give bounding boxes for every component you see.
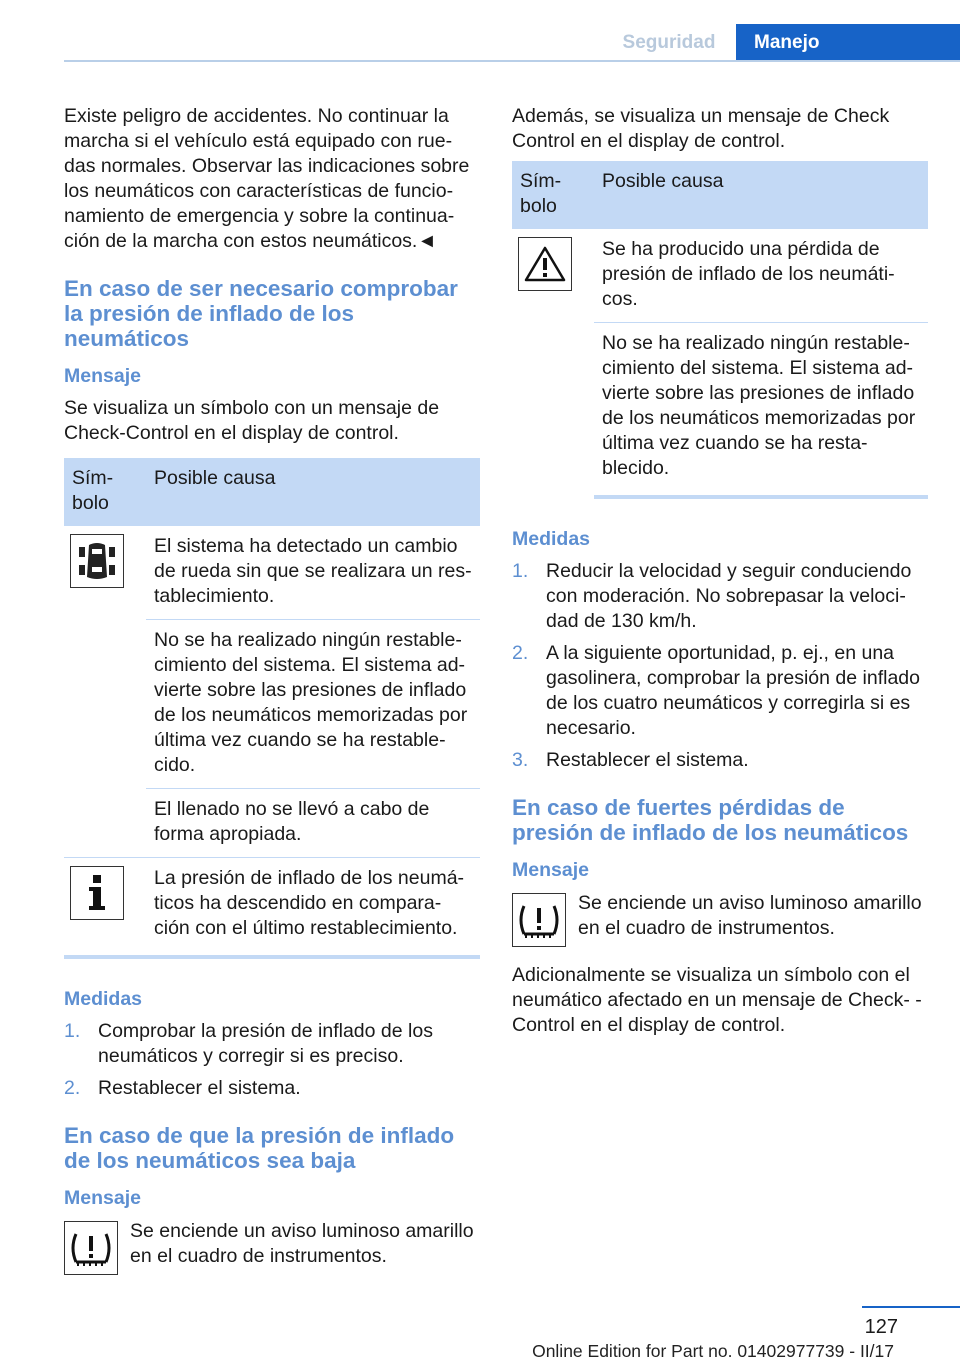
section-title-check-pressure: En caso de ser necesario comprobar la presión de inflado de los neumáticos [64,276,458,351]
column-header-symbol: Sím- bolo [512,161,594,229]
edition-note: Online Edition for Part no. 01402977739 - II/17 [532,1341,894,1361]
tab-seguridad[interactable]: Seguridad [622,32,716,53]
cause-text: No se ha realizado ningún restable- cimiento del sistema. El sistema ad- vierte sobre las presiones de inflado de los neumáticos memorizadas por última vez cuando se ha resta- blecido. [594,323,928,498]
symbol-cause-table [512,161,928,499]
list-item: 2. Restablecer el sistema. [64,1077,301,1099]
mensaje-paragraph: Se visualiza un símbolo con un mensaje de Check-Control en el display de control. [64,397,440,444]
subheading-mensaje: Mensaje [512,859,589,881]
measures-list [512,559,928,773]
left-column [64,104,480,1275]
intro-paragraph: Existe peligro de accidentes. No continuar la marcha si el vehículo está equipado con rue- das normales. Observar las indicaciones sobre los neumáticos con características de funcio- namiento de emergencia y sobre la continua- ción de la marcha con estos neumáticos.◄ [64,105,470,252]
intro-paragraph: Además, se visualiza un mensaje de Check Control en el display de control. [512,105,890,152]
cause-text: El llenado no se llevó a cabo de forma apropiada. [146,789,480,858]
subheading-mensaje: Mensaje [64,365,141,387]
symbol-cause-table [64,458,480,959]
header-divider [64,60,960,62]
list-item: 1. Reducir la velocidad y seguir conduciendo con moderación. No sobrepasar la veloci- dad de 130 km/h. [512,560,912,632]
cause-text: El sistema ha detectado un cambio de rueda sin que se realizara un res- tablecimiento. [154,535,472,607]
subheading-mensaje: Mensaje [64,1187,141,1209]
tire-change-car-icon [70,534,124,588]
section-title-strong-loss: En caso de fuertes pérdidas de presión de inflado de los neumáticos [512,795,909,845]
column-header-cause: Posible causa [594,161,928,229]
tab-manejo[interactable]: Manejo [736,24,960,62]
column-header-cause: Posible causa [146,458,480,526]
subheading-medidas: Medidas [512,528,591,550]
message-row [64,1219,480,1275]
symbol-cell [64,526,146,858]
list-item: 1. Comprobar la presión de inflado de los neumáticos y corregir si es preciso. [64,1020,433,1067]
cause-text: No se ha realizado ningún restable- cimiento del sistema. El sistema ad- vierte sobre las presiones de inflado de los neumáticos memorizadas por última vez cuando se ha restable- cido. [146,620,480,789]
footer-divider [862,1306,960,1308]
right-column [512,104,928,1038]
list-item: 2. A la siguiente oportunidad, p. ej., en una gasolinera, comprobar la presión de inflado de los cuatro neumáticos y corregirla si es necesario. [512,642,920,739]
subheading-medidas: Medidas [64,988,143,1010]
column-header-symbol: Sím- bolo [64,458,146,526]
list-item: 3. Restablecer el sistema. [512,749,749,771]
cause-text: La presión de inflado de los neumá- ticos ha descendido en compara- ción con el último restablecimiento. [146,858,480,958]
message-row [512,891,928,947]
tire-pressure-warning-icon [64,1221,118,1275]
warning-text: Se enciende un aviso luminoso amarillo en el cuadro de instrumentos. [130,1220,474,1267]
info-icon [70,866,124,920]
additional-paragraph: Adicionalmente se visualiza un símbolo con el neumático afectado en un mensaje de Check- -Control en el display de control. [512,964,922,1036]
tire-pressure-warning-icon [512,893,566,947]
warning-text: Se enciende un aviso luminoso amarillo en el cuadro de instrumentos. [578,892,922,939]
measures-list [64,1019,480,1101]
page-number: 127 [864,1316,898,1338]
symbol-cell [512,229,594,497]
cause-text: Se ha producido una pérdida de presión de inflado de los neumáti- cos. [602,238,895,310]
section-title-low-pressure: En caso de que la presión de inflado de los neumáticos sea baja [64,1123,455,1173]
symbol-cell [64,858,146,958]
warning-triangle-icon [518,237,572,291]
